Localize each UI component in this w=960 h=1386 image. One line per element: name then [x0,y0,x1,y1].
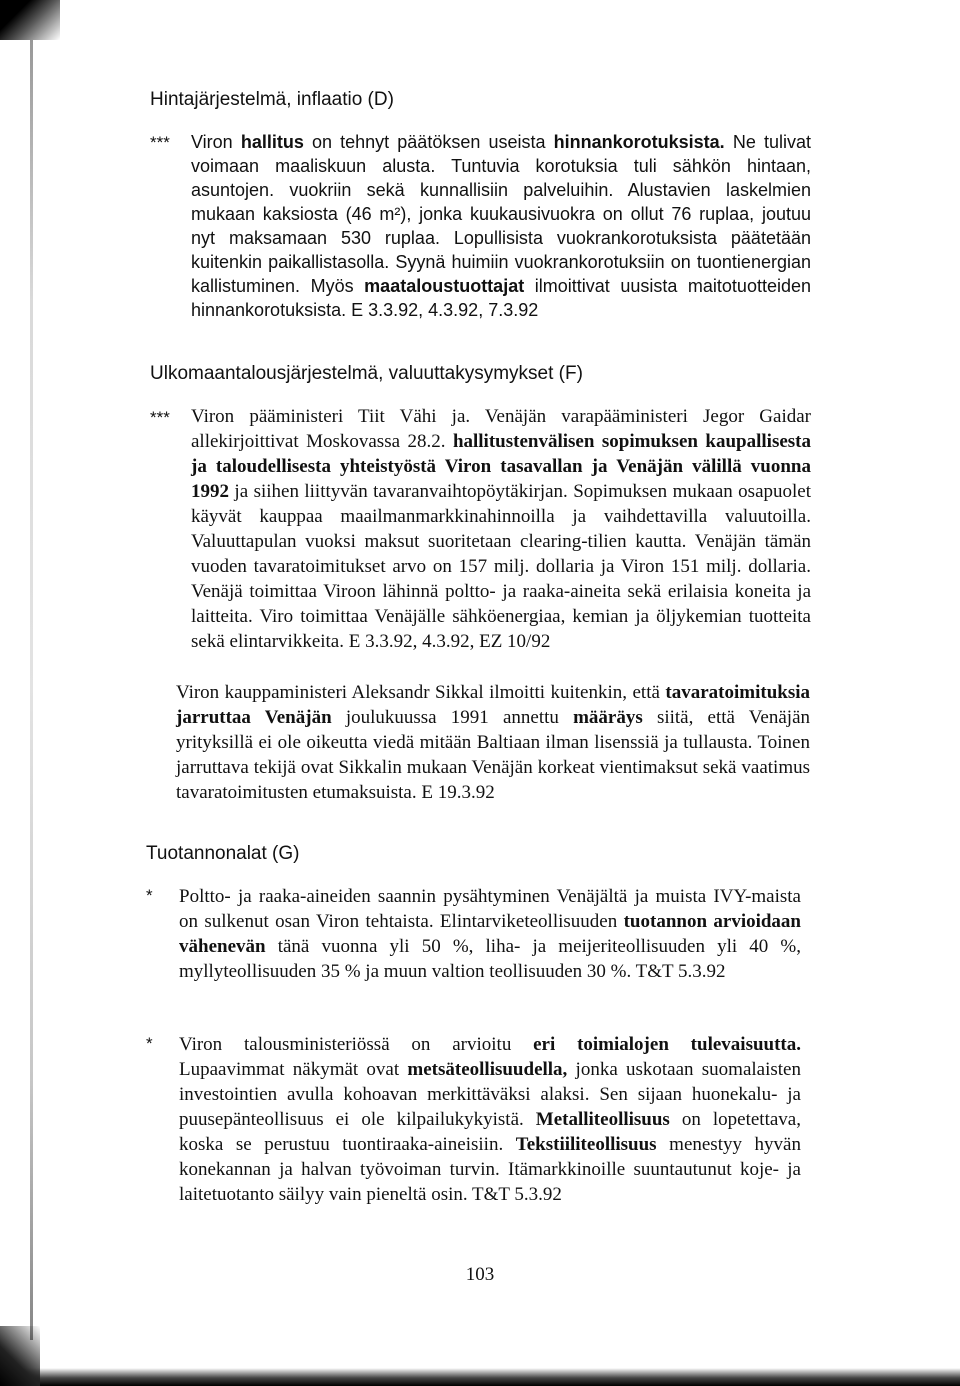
entry-marker: *** [150,408,170,427]
text-run: Viron talousministeriössä on arvioitu [179,1034,534,1055]
text-run: menestyy hyvän konekannan ja halvan työvoiman turvin. Itämarkkinoille suuntautunut koje- ja laitetuotanto säilyy vain pieneltä osin. T&T 5.3.92 [179,1134,801,1205]
scan-shadow-bottom-left [0,1326,40,1386]
text-run: ilmoittivat uusista maitotuotteiden hinnankorotuksista. E 3.3.92, 4.3.92, 7.3.92 [191,276,811,320]
emphasized-text: eri toimialojen tulevaisuutta. [533,1034,801,1055]
page-number: 103 [465,1264,495,1285]
text-run: on lopetettava, koska se perustuu tuontiraaka-aineisiin. [179,1109,801,1155]
entry-paragraph [179,884,801,984]
text-run: Viron pääministeri Tiit Vähi ja. Venäjän varapääministeri Jegor Gaidar allekirjoittivat Moskovassa 28.2. [191,406,811,452]
section-heading-industries: Tuotannonalat (G) [146,843,300,864]
text-run: Poltto- ja raaka-aineiden saannin pysähtyminen Venäjältä ja muista IVY-maista on sulkenut osan Viron tehtaista. Elintarviketeollisuuden [179,886,801,932]
emphasized-text: hallitustenvälisen sopimuksen kaupallisesta ja taloudellisesta yhteistyöstä Viron tasavallan ja Venäjän välillä vuonna 1992 [191,431,811,502]
text-run: tänä vuonna yli 50 %, liha- ja meijeriteollisuuden yli 40 %, myllyteollisuuden 35 % ja muun valtion teollisuuden 30 %. T&T 5.3.92 [179,936,801,982]
text-run: Viron [191,132,241,152]
text-run: joulukuussa 1991 annettu [331,707,574,728]
text-run: siitä, että Venäjän yrityksillä ei ole oikeutta viedä mitään Baltiaan ilman lisenssiä ja tullausta. Toinen jarruttava tekijä ovat Sikkalin mukaan Venäjän korkeat vientimaksut sekä vaatimus tavaratoimitusten etumaksuista. E 19.3.92 [176,707,810,803]
scan-shadow-left [30,40,33,1340]
emphasized-text: hinnankorotuksista. [553,132,725,152]
text-run: Ne tulivat voimaan maaliskuun alusta. Tuntuvia korotuksia tuli sähkön hintaan, asuntojen. vuokriin sekä kunnallisiin palveluihin. Alustavien laskelmien mukaan kaksiosta (46 m²), jonka kuukausivuokra on ollut 76 ruplaa, joutuu nyt maksamaan 530 ruplaa. Lopullisista vuokrankorotuksista päätetään kuitenkin paikallistasolla. Syynä huimiin vuokrankorotuksiin on tuontienergian kallistuminen. Myös [191,132,811,296]
section-heading-foreign-trade: Ulkomaantalousjärjestelmä, valuuttakysymykset (F) [150,363,583,384]
emphasized-text: maataloustuottajat [364,276,525,296]
emphasized-text: määräys [573,707,643,728]
entry-paragraph [176,680,810,805]
emphasized-text: tuotannon arvioidaan vähenevän [179,911,802,957]
scan-shadow-bottom [0,1368,960,1386]
entry-marker: * [146,886,153,905]
text-run: ja siihen liittyvän tavaranvaihtopöytäkirjan. Sopimuksen mukaan osapuolet käyvät kauppaa maailmanmarkkinahinnoilla ja vaihdettavilla valuutoilla. Valuuttapulan vuoksi maksut suoritetaan clearing-tilien kautta. Venäjän tämän vuoden tavaratoimitukset arvo on 157 milj. dollaria ja Viron 151 milj. dollaria. Venäjä toimittaa Viroon lähinnä poltto- ja raaka-aineita sekä erilaisia koneita ja laitteita. Viro toimittaa Venäjälle sähköenergiaa, kemian ja öljykemian tuotteita sekä elintarvikkeita. E 3.3.92, 4.3.92, EZ 10/92 [191,481,811,652]
entry-marker: *** [150,133,170,152]
emphasized-text: metsäteollisuudella, [407,1059,568,1080]
entry-paragraph [191,404,811,654]
entry-marker: * [146,1034,153,1053]
text-run: on tehnyt päätöksen useista [303,132,554,152]
scan-shadow-top-left [0,0,60,40]
emphasized-text: Tekstiiliteollisuus [515,1134,657,1155]
emphasized-text: hallitus [240,132,304,152]
text-run: jonka uskotaan suomalaisten investointien avulla kohoavan merkittäväksi alaksi. Sen sijaan huonekalu- ja puusepänteollisuus ei ole kilpailukykyistä. [179,1059,801,1130]
emphasized-text: tavaratoimituksia jarruttaa Venäjän [176,682,810,728]
section-heading-prices: Hintajärjestelmä, inflaatio (D) [150,89,394,110]
text-run: Lupaavimmat näkymät ovat [179,1059,408,1080]
text-run: Viron kauppaministeri Aleksandr Sikkal ilmoitti kuitenkin, että [176,682,666,703]
entry-paragraph [191,130,811,322]
emphasized-text: Metalliteollisuus [535,1109,670,1130]
entry-paragraph [179,1032,801,1207]
